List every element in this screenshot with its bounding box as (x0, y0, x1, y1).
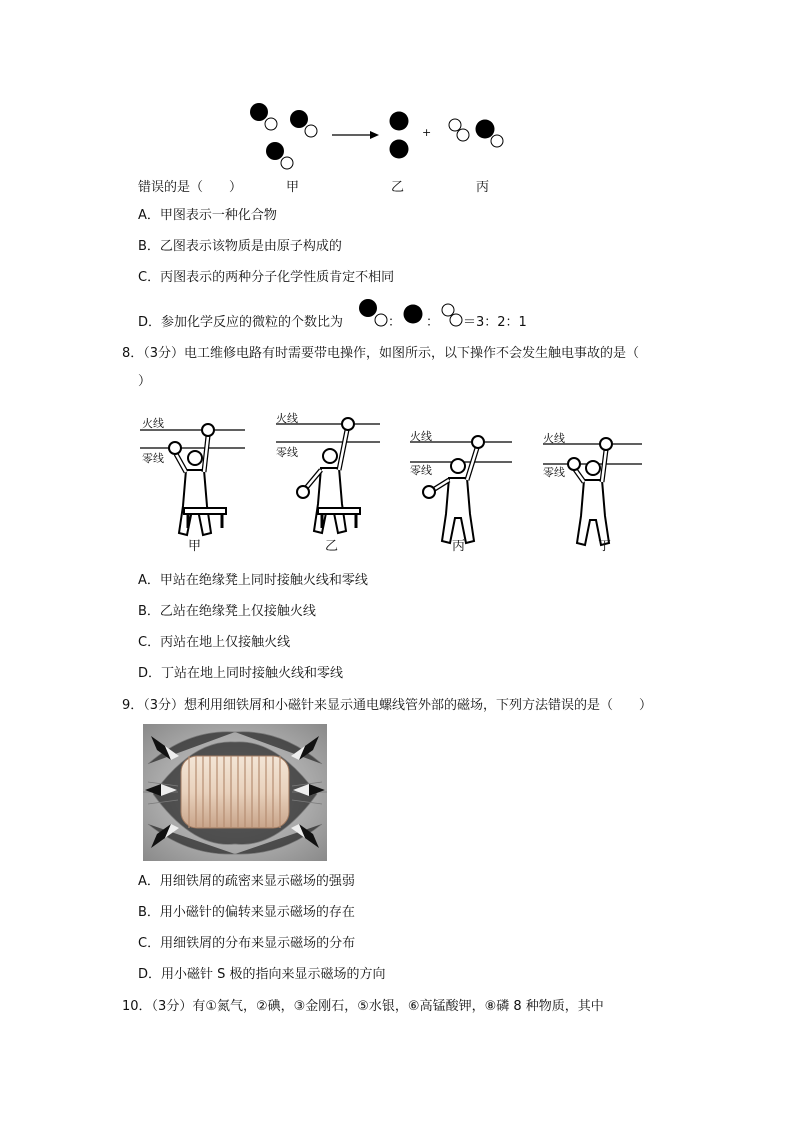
option-d-ratio: ＝3：2：1 (463, 315, 527, 330)
electrician-figure (0, 410, 794, 550)
molecule-bing-1 (449, 119, 469, 141)
figure-bing (410, 436, 512, 543)
q7-stem-tail: 错误的是（ ） (138, 180, 243, 195)
q9-stem: 9．（3分）想利用细铁屑和小磁针来显示通电螺线管外部的磁场，下列方法错误的是（ ） (122, 698, 653, 713)
q7-option-a: A．甲图表示一种化合物 (138, 208, 277, 223)
wire-live-label-yi: 火线 (276, 412, 298, 425)
wire-live-label-bing: 火线 (410, 430, 432, 443)
figure-yi (276, 418, 380, 533)
option-d-sep-2: ： (426, 315, 440, 330)
q9-option-c: C．用细铁屑的分布来显示磁场的分布 (138, 936, 356, 951)
figure-label-yi: 乙 (391, 180, 405, 195)
molecule-jia-2 (290, 110, 317, 137)
figure-label-jia: 甲 (286, 180, 300, 195)
figure-label-yi-q8: 乙 (325, 539, 339, 554)
solenoid-photo (143, 724, 327, 861)
molecule-bing-2 (476, 120, 504, 148)
wire-neutral-label-ding: 零线 (543, 466, 565, 479)
plus-sign: + (422, 126, 432, 139)
q9-option-b: B．用小磁针的偏转来显示磁场的存在 (138, 905, 355, 920)
q7-option-b: B．乙图表示该物质是由原子构成的 (138, 239, 342, 254)
q8-stem-line1: 8．（3分）电工维修电路有时需要带电操作，如图所示，以下操作不会发生触电事故的是（ (122, 346, 640, 361)
q9-option-d: D．用小磁针 S 极的指向来显示磁场的方向 (138, 967, 386, 982)
figure-label-ding-q8: 丁 (598, 539, 612, 554)
atoms-yi (390, 112, 409, 159)
wire-neutral-label-yi: 零线 (276, 446, 298, 459)
reaction-arrow (332, 131, 379, 139)
molecule-jia-1 (250, 103, 277, 130)
figure-ding (543, 438, 642, 545)
figure-label-jia-q8: 甲 (188, 539, 202, 554)
wire-neutral-label-bing: 零线 (410, 464, 432, 477)
q7-option-d-prefix: D．参加化学反应的微粒的个数比为 (138, 315, 344, 330)
figure-label-bing: 丙 (476, 180, 490, 195)
wire-live-label-jia: 火线 (142, 417, 164, 430)
q8-option-c: C．丙站在地上仅接触火线 (138, 635, 291, 650)
figure-jia (140, 424, 245, 535)
q8-option-a: A．甲站在绝缘凳上同时接触火线和零线 (138, 573, 368, 588)
wire-live-label-ding: 火线 (543, 432, 565, 445)
reaction-diagram (0, 0, 794, 200)
figure-label-bing-q8: 丙 (452, 539, 466, 554)
q9-option-a: A．用细铁屑的疏密来显示磁场的强弱 (138, 874, 355, 889)
q8-stem-line2: ） (138, 374, 152, 389)
q8-option-b: B．乙站在绝缘凳上仅接触火线 (138, 604, 316, 619)
option-d-sep-1: ： (388, 315, 402, 330)
wire-neutral-label-jia: 零线 (142, 452, 164, 465)
q7-option-c: C．丙图表示的两种分子化学性质肯定不相同 (138, 270, 395, 285)
q8-option-d: D．丁站在地上同时接触火线和零线 (138, 666, 344, 681)
molecule-jia-3 (266, 142, 293, 169)
q10-stem: 10．（3分）有①氮气，②碘，③金刚石，⑤水银，⑥高锰酸钾，⑧磷 8 种物质，其中 (122, 999, 604, 1014)
